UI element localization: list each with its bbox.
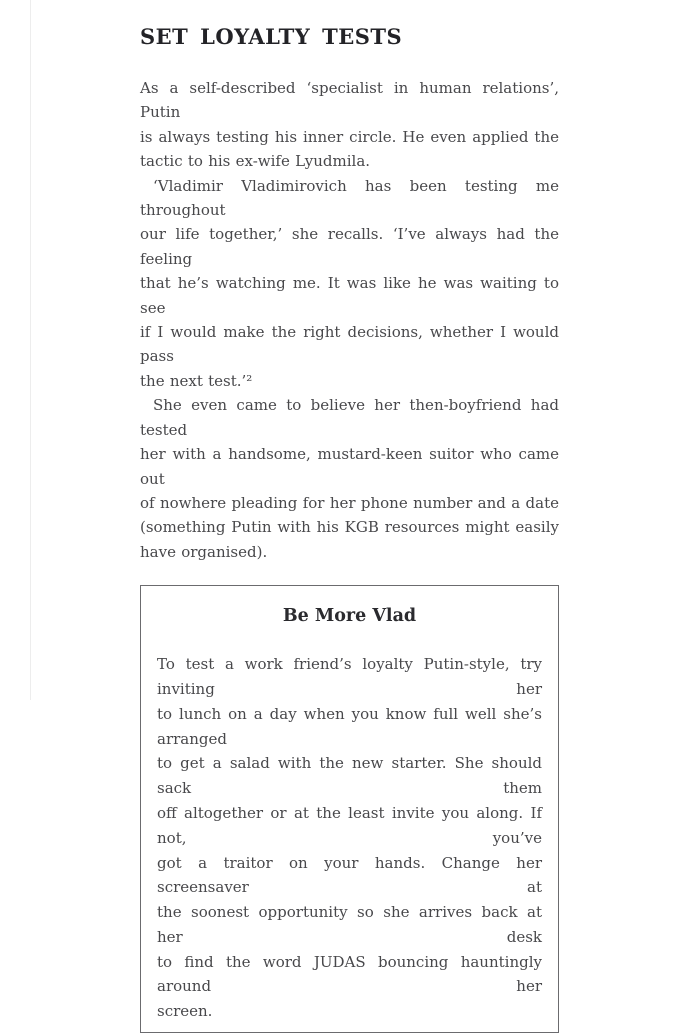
- text-line: if I would make the right decisions, whether I would pass: [140, 323, 559, 366]
- text-line: to find the word JUDAS bouncing hauntingly around her: [157, 952, 542, 996]
- tip-box-title: Be More Vlad: [282, 606, 417, 627]
- paragraph: [140, 174, 559, 394]
- text-line: the soonest opportunity so she arrives back at her desk: [157, 903, 542, 946]
- text-line: of nowhere pleading for her phone number and a date: [140, 493, 559, 512]
- text-line: our life together,’ she recalls. ‘I’ve always had the feeling: [140, 225, 559, 268]
- text-line: that he’s watching me. It was like he was waiting to see: [140, 274, 559, 317]
- text-line: have organised).: [140, 542, 268, 561]
- text-line: got a traitor on your hands. Change her screensaver at: [157, 853, 542, 897]
- text-line: (something Putin with his KGB resources might easily: [140, 518, 559, 537]
- tip-box-body: [157, 652, 542, 1024]
- paragraph: [140, 393, 559, 564]
- text-line: off altogether or at the least invite you along. If not, you’ve: [157, 803, 542, 847]
- chapter-heading: SET LOYALTY TESTS: [140, 24, 403, 49]
- text-line: To test a work friend’s loyalty Putin-style, try inviting her: [157, 655, 542, 698]
- tip-box: [140, 585, 559, 1033]
- text-line: her with a handsome, mustard-keen suitor who came out: [140, 445, 559, 488]
- text-line: screen.: [157, 1002, 213, 1021]
- text-line: She even came to believe her then-boyfriend had tested: [140, 396, 559, 439]
- paragraph: [140, 76, 559, 174]
- text-line: the next test.’²: [140, 371, 253, 390]
- text-line: is always testing his inner circle. He even applied the: [140, 127, 559, 146]
- text-line: to get a salad with the new starter. She should sack them: [157, 754, 542, 798]
- text-line: tactic to his ex-wife Lyudmila.: [140, 152, 371, 171]
- page-edge-line: [30, 0, 31, 700]
- page-content: [140, 26, 559, 1033]
- text-line: As a self-described ‘specialist in human relations’, Putin: [140, 79, 559, 122]
- text-line: ‘Vladimir Vladimirovich has been testing me throughout: [140, 176, 559, 220]
- text-line: to lunch on a day when you know full well she’s arranged: [157, 704, 542, 748]
